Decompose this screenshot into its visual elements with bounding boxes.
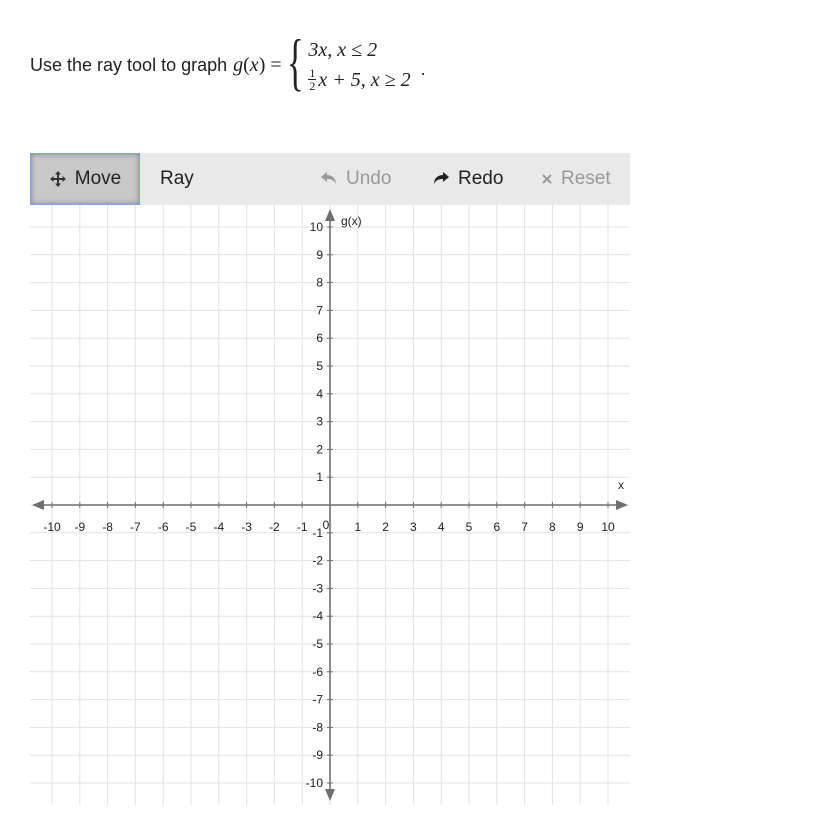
piecewise-brace: { xyxy=(286,26,304,97)
x-tick-label: -9 xyxy=(74,520,86,534)
x-tick-label: 4 xyxy=(437,520,445,534)
undo-arrow-icon xyxy=(320,171,338,187)
origin-label: 0 xyxy=(322,518,330,532)
x-tick-label: 6 xyxy=(493,520,501,534)
x-axis-label: x xyxy=(618,478,624,492)
x-tick-label: -3 xyxy=(241,520,252,534)
move-tool-label: Move xyxy=(74,168,122,189)
x-tick-label: 1 xyxy=(354,520,362,534)
x-tick-label: -1 xyxy=(296,520,308,534)
y-tick-label: 2 xyxy=(316,442,323,457)
x-tick-label: 8 xyxy=(549,520,556,534)
redo-arrow-icon xyxy=(432,171,450,187)
x-tick-label: 5 xyxy=(465,520,473,534)
x-tick-label: 9 xyxy=(576,520,584,534)
move-arrows-icon xyxy=(49,170,67,188)
close-x-icon xyxy=(541,173,553,185)
y-axis-arrow-down xyxy=(325,789,335,801)
x-tick-label: 10 xyxy=(601,520,615,534)
y-tick-label: -5 xyxy=(312,637,323,651)
x-tick-label: -8 xyxy=(102,520,113,534)
move-tool-button[interactable] xyxy=(30,153,140,205)
y-tick-label: 6 xyxy=(316,331,323,346)
y-tick-label: 5 xyxy=(316,359,323,373)
graph-toolbar xyxy=(30,153,630,205)
y-tick-label: 8 xyxy=(316,275,323,290)
ray-tool-button[interactable] xyxy=(160,153,194,205)
question-period: . xyxy=(420,58,426,79)
x-tick-label: -5 xyxy=(185,520,197,534)
x-axis-arrow-right xyxy=(616,500,628,510)
y-tick-label: 10 xyxy=(309,220,323,234)
y-axis-arrow-up xyxy=(325,209,335,221)
question-text: Use the ray tool to graph xyxy=(30,54,228,75)
undo-button[interactable] xyxy=(320,153,391,205)
x-tick-label: -4 xyxy=(213,520,225,534)
function-name: g(x) = xyxy=(233,53,282,76)
piecewise-case-1: 3x, x ≤ 2 xyxy=(308,39,378,61)
undo-label: Undo xyxy=(346,168,392,189)
piecewise-case-2: $\frac{1}{2}$ x + 5, x ≥ 2 xyxy=(309,65,411,93)
reset-button[interactable] xyxy=(541,153,611,205)
graph-canvas[interactable] xyxy=(30,205,630,805)
x-axis-arrow-left xyxy=(32,500,44,510)
y-tick-label: -8 xyxy=(312,720,323,735)
redo-button[interactable] xyxy=(432,153,503,205)
x-tick-label: 7 xyxy=(521,520,528,534)
reset-label: Reset xyxy=(561,168,611,189)
x-tick-label: -7 xyxy=(130,520,141,534)
fraction-one-half: $\frac{1}{2}$ xyxy=(309,65,316,93)
x-tick-label: -10 xyxy=(43,520,61,534)
x-tick-label: 3 xyxy=(410,520,417,534)
y-tick-label: 3 xyxy=(316,414,323,429)
y-tick-label: -6 xyxy=(312,664,323,679)
y-tick-label: 4 xyxy=(316,386,323,401)
y-tick-label: -9 xyxy=(312,748,323,763)
y-tick-label: -3 xyxy=(312,581,323,596)
y-tick-label: 1 xyxy=(316,470,323,485)
y-tick-label: -10 xyxy=(305,776,323,790)
piecewise-cases xyxy=(308,35,410,95)
y-tick-label: -7 xyxy=(312,692,323,707)
x-tick-label: -2 xyxy=(269,520,280,534)
redo-label: Redo xyxy=(458,168,504,189)
x-tick-label: -6 xyxy=(157,520,169,534)
y-tick-label: -1 xyxy=(312,525,323,540)
y-tick-label: 9 xyxy=(316,247,323,262)
ray-tool-label: Ray xyxy=(160,168,194,189)
y-tick-label: -2 xyxy=(312,553,323,568)
axes xyxy=(32,209,628,801)
y-tick-label: 7 xyxy=(316,303,323,318)
coordinate-graph[interactable] xyxy=(30,205,630,805)
y-axis-label: g(x) xyxy=(341,214,362,228)
question-prompt xyxy=(30,26,426,100)
x-tick-label: 2 xyxy=(382,520,389,534)
tick-labels xyxy=(43,214,624,790)
y-tick-label: -4 xyxy=(312,609,323,624)
